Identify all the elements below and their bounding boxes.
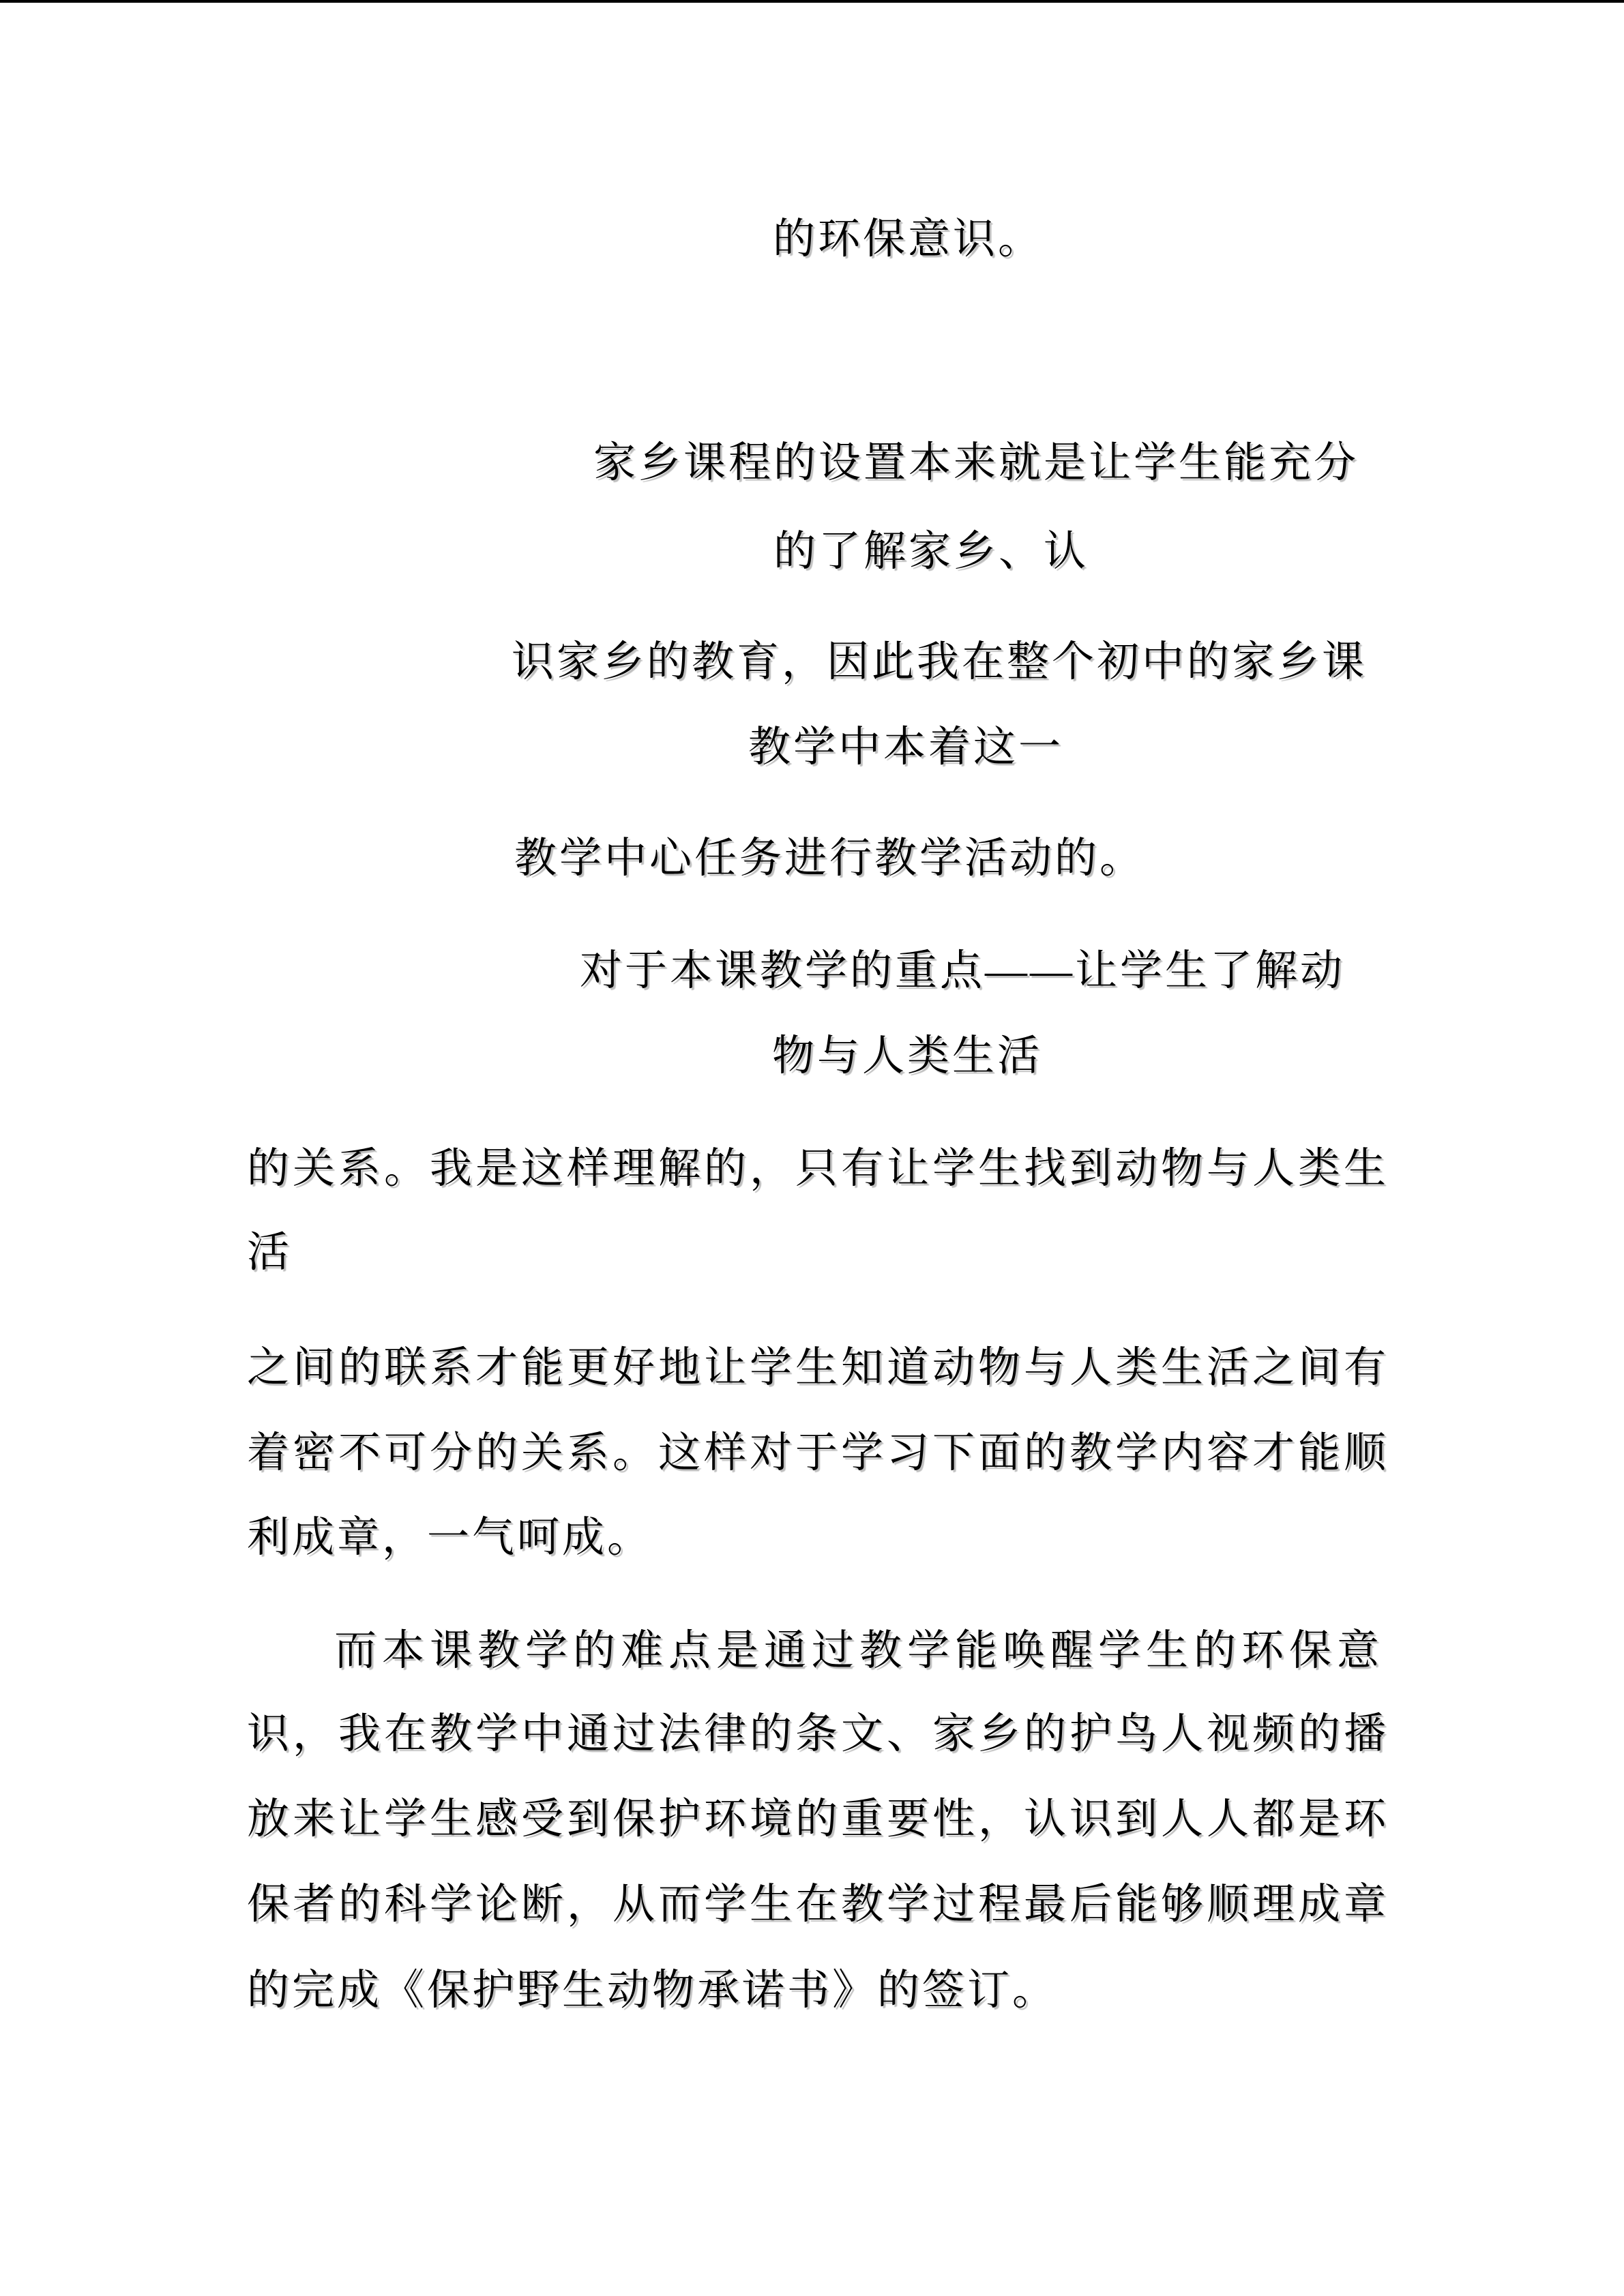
text-line: 对于本课教学的重点——让学生了解动 (580, 948, 1346, 994)
text-line: 放来让学生感受到保护环境的重要性，认识到人人都是环 (247, 1796, 1390, 1843)
text-line: 识，我在教学中通过法律的条文、家乡的护鸟人视频的播 (247, 1711, 1390, 1757)
text-line: 着密不可分的关系。这样对于学习下面的教学内容才能顺 (247, 1430, 1390, 1476)
text-line: 的关系。我是这样理解的，只有让学生找到动物与人类生 (247, 1146, 1390, 1192)
top-edge-bar (0, 0, 1624, 3)
text-line: 活 (247, 1229, 293, 1276)
text-line: 的了解家乡、认 (773, 528, 1089, 575)
text-line: 利成章，一气呵成。 (247, 1515, 653, 1561)
text-line: 之间的联系才能更好地让学生知道动物与人类生活之间有 (247, 1345, 1390, 1391)
text-line: 教学中本着这一 (748, 724, 1064, 771)
text-line: 识家乡的教育，因此我在整个初中的家乡课 (512, 639, 1368, 685)
text-line: 保者的科学论断，从而学生在教学过程最后能够顺理成章 (247, 1881, 1390, 1928)
text-line: 家乡课程的设置本来就是让学生能充分 (593, 440, 1359, 486)
text-line: 的环保意识。 (773, 216, 1044, 263)
text-line: 教学中心任务进行教学活动的。 (514, 835, 1145, 882)
text-line: 物与人类生活 (772, 1033, 1043, 1079)
text-line: 的完成《保护野生动物承诺书》的签订。 (247, 1967, 1058, 2014)
text-line: 而本课教学的难点是通过教学能唤醒学生的环保意 (334, 1628, 1385, 1674)
